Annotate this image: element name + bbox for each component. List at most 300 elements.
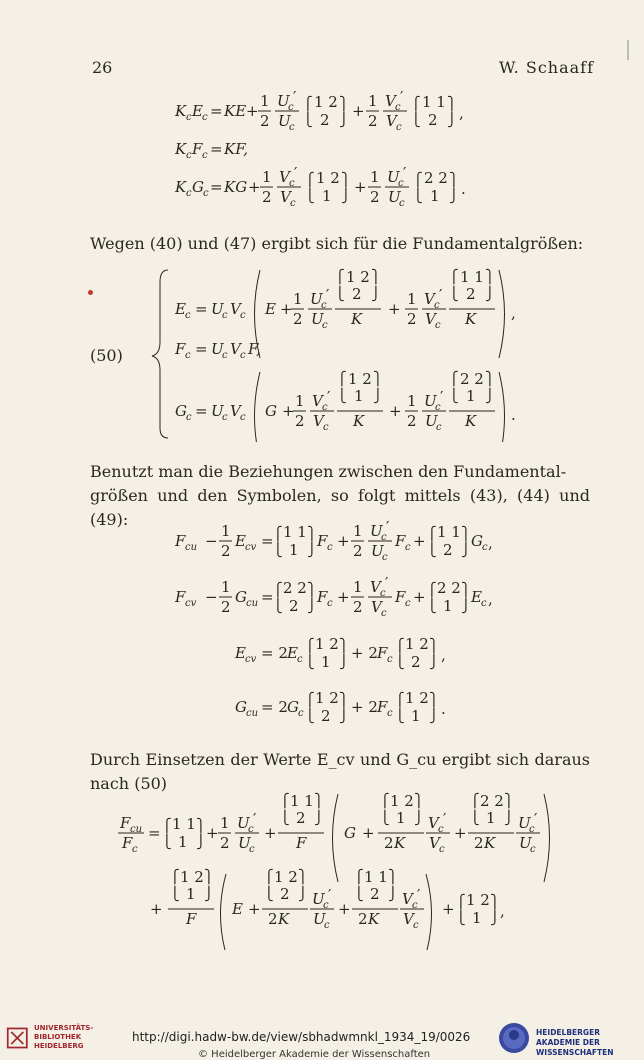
svg-text:G: G — [235, 698, 247, 716]
svg-text:⎭: ⎭ — [371, 287, 381, 302]
svg-text:+: + — [454, 824, 467, 842]
svg-text:V: V — [428, 814, 439, 832]
svg-text:⎧: ⎧ — [456, 895, 466, 910]
svg-text:c: c — [327, 542, 333, 553]
svg-text:2: 2 — [353, 542, 363, 560]
svg-text:.: . — [461, 180, 466, 198]
svg-text:⎫: ⎫ — [204, 870, 214, 885]
svg-text:⎩: ⎩ — [395, 655, 405, 670]
svg-text:⎫: ⎫ — [339, 693, 349, 708]
svg-text:1: 1 — [353, 578, 363, 596]
svg-text:⎩: ⎩ — [305, 189, 315, 204]
edge-mark — [627, 40, 629, 60]
svg-text:1 1: 1 1 — [437, 523, 461, 541]
svg-text:⎧: ⎧ — [170, 870, 180, 885]
svg-text:F: F — [120, 814, 131, 832]
svg-text:c: c — [249, 844, 255, 855]
svg-text:⎧: ⎧ — [280, 794, 290, 809]
svg-text:E: E — [235, 532, 246, 550]
svg-text:c: c — [240, 412, 246, 423]
svg-text:K: K — [278, 910, 290, 928]
svg-text:⎫: ⎫ — [485, 372, 495, 387]
formula-block-2 — [0, 518, 644, 738]
svg-text:c: c — [395, 102, 401, 113]
svg-text:cv: cv — [245, 654, 257, 665]
svg-text:⎧: ⎧ — [305, 693, 315, 708]
svg-text:K: K — [484, 834, 496, 852]
svg-text:.: . — [511, 406, 516, 424]
svg-text:=: = — [210, 178, 223, 196]
svg-text:⎩: ⎩ — [427, 599, 437, 614]
svg-text:2: 2 — [407, 412, 417, 430]
svg-text:c: c — [413, 920, 419, 931]
svg-text:c: c — [321, 300, 327, 311]
svg-text:⎫: ⎫ — [371, 270, 381, 285]
svg-text:V: V — [371, 598, 382, 616]
svg-text:1 2: 1 2 — [348, 370, 372, 388]
svg-text:⎭: ⎭ — [429, 655, 439, 670]
svg-text:+: + — [282, 402, 295, 420]
svg-text:′: ′ — [417, 886, 421, 904]
svg-text:=: = — [210, 140, 223, 158]
svg-text:⎭: ⎭ — [388, 887, 398, 902]
svg-text:U: U — [370, 522, 383, 540]
svg-text:⎧: ⎧ — [303, 97, 313, 112]
svg-text:c: c — [405, 598, 411, 609]
svg-text:+: + — [248, 900, 261, 918]
svg-text:=: = — [148, 824, 161, 842]
svg-text:′: ′ — [253, 810, 257, 828]
svg-text:2: 2 — [221, 598, 231, 616]
svg-text:2: 2 — [443, 541, 453, 559]
svg-text:=: = — [261, 588, 274, 606]
svg-text:⎫: ⎫ — [339, 97, 349, 112]
svg-text:⎧: ⎧ — [380, 794, 390, 809]
svg-text:⎧: ⎧ — [273, 527, 283, 542]
svg-text:⎩: ⎩ — [411, 113, 421, 128]
svg-text:.: . — [441, 700, 446, 718]
svg-text:′: ′ — [326, 286, 330, 304]
svg-text:+: + — [337, 532, 350, 550]
svg-text:1: 1 — [221, 522, 231, 540]
svg-text:F: F — [377, 644, 388, 662]
svg-text:,: , — [500, 902, 505, 920]
svg-text:K: K — [465, 310, 477, 328]
svg-text:E: E — [235, 644, 246, 662]
svg-text:⎭: ⎭ — [307, 599, 317, 614]
svg-text:+: + — [362, 824, 375, 842]
svg-text:⎩: ⎩ — [335, 287, 345, 302]
svg-text:1: 1 — [354, 387, 364, 405]
svg-text:c: c — [186, 188, 192, 199]
svg-text:⎫: ⎫ — [490, 895, 500, 910]
svg-text:⎫: ⎫ — [461, 583, 471, 598]
svg-text:,: , — [441, 646, 446, 664]
svg-text:G: G — [235, 588, 247, 606]
svg-text:U: U — [311, 310, 324, 328]
svg-text:=: = — [261, 532, 274, 550]
svg-text:+: + — [280, 300, 293, 318]
svg-text:⎩: ⎩ — [305, 655, 315, 670]
svg-text:2: 2 — [221, 542, 231, 560]
svg-text:c: c — [289, 122, 295, 133]
svg-text:cu: cu — [185, 542, 198, 553]
svg-text:⎧: ⎧ — [305, 639, 315, 654]
svg-text:⎧: ⎧ — [427, 583, 437, 598]
svg-text:⎧: ⎧ — [162, 819, 172, 834]
svg-text:⎭: ⎭ — [307, 543, 317, 558]
svg-text:2: 2 — [370, 188, 380, 206]
svg-text:E: E — [471, 588, 482, 606]
svg-text:= 2: = 2 — [261, 698, 288, 716]
svg-text:2: 2 — [268, 910, 278, 928]
svg-text:⎫: ⎫ — [504, 794, 514, 809]
svg-text:⎭: ⎭ — [373, 389, 383, 404]
svg-text:+: + — [413, 532, 426, 550]
svg-text:c: c — [203, 188, 209, 199]
svg-text:⎫: ⎫ — [373, 372, 383, 387]
svg-text:⎩: ⎩ — [456, 911, 466, 926]
svg-text:⎭: ⎭ — [204, 887, 214, 902]
svg-text:V: V — [370, 578, 381, 596]
svg-text:G: G — [287, 698, 299, 716]
svg-text:⎧: ⎧ — [411, 97, 421, 112]
svg-text:+: + — [354, 178, 367, 196]
paragraph-beziehungen-line2: größen und den Symbolen, so folgt mittels (43), (44) und (49): — [90, 486, 590, 529]
svg-text:c: c — [323, 900, 329, 911]
svg-text:⎫: ⎫ — [449, 173, 459, 188]
svg-text:+: + — [388, 300, 401, 318]
svg-text:U: U — [312, 890, 325, 908]
svg-text:+: + — [442, 900, 455, 918]
svg-text:⎫: ⎫ — [447, 97, 457, 112]
svg-text:⎧: ⎧ — [335, 270, 345, 285]
svg-text:2: 2 — [280, 885, 290, 903]
svg-text:2: 2 — [220, 834, 230, 852]
svg-text:⎩: ⎩ — [427, 543, 437, 558]
svg-text:KG: KG — [224, 178, 248, 196]
svg-text:1: 1 — [293, 290, 303, 308]
svg-text:,: , — [459, 104, 464, 122]
svg-text:V: V — [280, 188, 291, 206]
svg-text:2: 2 — [293, 310, 303, 328]
svg-text:F: F — [296, 834, 307, 852]
svg-text:⎧: ⎧ — [305, 173, 315, 188]
running-head-author: W. Schaaff — [499, 58, 594, 77]
svg-text:2: 2 — [370, 885, 380, 903]
svg-text:′: ′ — [386, 518, 390, 536]
svg-text:⎧: ⎧ — [395, 639, 405, 654]
svg-text:cu: cu — [130, 824, 143, 835]
svg-text:2: 2 — [296, 809, 306, 827]
svg-text:F: F — [175, 532, 186, 550]
svg-text:⎭: ⎭ — [461, 543, 471, 558]
svg-text:cv: cv — [245, 542, 257, 553]
svg-text:1 2: 1 2 — [466, 891, 490, 909]
svg-text:1: 1 — [260, 92, 270, 110]
svg-text:1: 1 — [368, 92, 378, 110]
svg-text:1: 1 — [321, 653, 331, 671]
svg-text:K: K — [394, 834, 406, 852]
svg-text:′: ′ — [403, 164, 407, 182]
svg-text:1: 1 — [430, 187, 440, 205]
svg-text:2: 2 — [262, 188, 272, 206]
svg-text:G: G — [175, 402, 187, 420]
svg-text:1 2: 1 2 — [316, 169, 340, 187]
svg-text:⎩: ⎩ — [395, 709, 405, 724]
svg-text:1: 1 — [486, 809, 496, 827]
svg-text:+: + — [206, 824, 219, 842]
svg-text:=: = — [195, 300, 208, 318]
svg-text:c: c — [435, 402, 441, 413]
svg-text:,: , — [488, 590, 493, 608]
svg-text:F,: F, — [248, 340, 261, 358]
svg-text:c: c — [405, 542, 411, 553]
svg-text:K: K — [368, 910, 380, 928]
svg-text:⎩: ⎩ — [354, 887, 364, 902]
svg-text:′: ′ — [534, 810, 538, 828]
svg-text:⎭: ⎭ — [447, 113, 457, 128]
svg-text:⎫: ⎫ — [485, 270, 495, 285]
svg-text:1 1: 1 1 — [172, 815, 196, 833]
svg-text:⎧: ⎧ — [354, 870, 364, 885]
svg-text:2 2: 2 2 — [480, 792, 504, 810]
svg-text:V: V — [313, 412, 324, 430]
svg-text:1 1: 1 1 — [460, 268, 484, 286]
svg-text:⎭: ⎭ — [196, 835, 206, 850]
svg-text:c: c — [327, 598, 333, 609]
svg-text:1: 1 — [262, 168, 272, 186]
svg-text:c: c — [240, 350, 246, 361]
svg-text:cu: cu — [246, 708, 259, 719]
svg-text:⎩: ⎩ — [305, 709, 315, 724]
svg-text:+: + — [352, 102, 365, 120]
svg-text:U: U — [387, 168, 400, 186]
svg-text:U: U — [277, 92, 290, 110]
svg-text:V: V — [230, 300, 241, 318]
svg-text:⎫: ⎫ — [314, 794, 324, 809]
svg-text:U: U — [310, 290, 323, 308]
svg-text:+: + — [389, 402, 402, 420]
svg-text:G: G — [344, 824, 356, 842]
svg-text:+ 2: + 2 — [351, 644, 378, 662]
svg-text:1 2: 1 2 — [314, 93, 338, 111]
svg-text:⎧: ⎧ — [264, 870, 274, 885]
svg-text:c: c — [222, 412, 228, 423]
academy-seal-icon — [498, 1022, 530, 1054]
svg-text:⎧: ⎧ — [413, 173, 423, 188]
svg-text:⎭: ⎭ — [490, 911, 500, 926]
svg-text:c: c — [288, 102, 294, 113]
svg-text:E: E — [265, 300, 276, 318]
svg-text:F: F — [175, 340, 186, 358]
svg-text:G: G — [471, 532, 483, 550]
svg-text:U: U — [388, 188, 401, 206]
svg-text:V: V — [429, 834, 440, 852]
svg-text:2: 2 — [353, 598, 363, 616]
svg-text:′: ′ — [443, 810, 447, 828]
svg-text:⎫: ⎫ — [339, 639, 349, 654]
svg-text:⎫: ⎫ — [429, 639, 439, 654]
svg-text:c: c — [481, 598, 487, 609]
svg-text:U: U — [518, 814, 531, 832]
svg-text:c: c — [222, 310, 228, 321]
svg-text:′: ′ — [400, 88, 404, 106]
svg-text:1: 1 — [289, 541, 299, 559]
svg-text:⎭: ⎭ — [504, 811, 514, 826]
svg-text:1: 1 — [443, 597, 453, 615]
svg-text:2 2: 2 2 — [424, 169, 448, 187]
svg-text:1: 1 — [220, 814, 230, 832]
svg-text:′: ′ — [328, 886, 332, 904]
svg-text:1 1: 1 1 — [422, 93, 446, 111]
svg-text:⎭: ⎭ — [341, 189, 351, 204]
svg-text:⎭: ⎭ — [461, 599, 471, 614]
svg-text:1 2: 1 2 — [390, 792, 414, 810]
svg-text:c: c — [222, 350, 228, 361]
svg-text:U: U — [211, 402, 224, 420]
svg-text:2: 2 — [295, 412, 305, 430]
svg-text:1: 1 — [411, 707, 421, 725]
svg-text:1 2: 1 2 — [405, 635, 429, 653]
paragraph-fundamentalgroessen: Wegen (40) und (47) ergibt sich für die Fundamentalgrößen: — [90, 234, 584, 253]
svg-text:V: V — [402, 890, 413, 908]
svg-text:c: c — [322, 402, 328, 413]
svg-text:=: = — [210, 102, 223, 120]
svg-text:2: 2 — [411, 653, 421, 671]
svg-text:c: c — [436, 422, 442, 433]
svg-text:cv: cv — [185, 598, 197, 609]
svg-text:2: 2 — [466, 285, 476, 303]
svg-text:c: c — [322, 320, 328, 331]
svg-text:U: U — [237, 814, 250, 832]
svg-text:⎭: ⎭ — [298, 887, 308, 902]
svg-text:⎩: ⎩ — [380, 811, 390, 826]
svg-text:KF,: KF, — [224, 140, 249, 158]
svg-text:=: = — [195, 340, 208, 358]
svg-text:2 2: 2 2 — [437, 579, 461, 597]
svg-text:⎧: ⎧ — [427, 527, 437, 542]
svg-text:⎩: ⎩ — [273, 543, 283, 558]
svg-text:c: c — [529, 824, 535, 835]
svg-text:2: 2 — [320, 111, 330, 129]
svg-text:c: c — [387, 654, 393, 665]
svg-text:V: V — [279, 168, 290, 186]
svg-text:′: ′ — [327, 388, 331, 406]
svg-text:c: c — [186, 412, 192, 423]
page-url-link[interactable]: http://digi.hadw-bw.de/view/sbhadwmnkl_1934_19/0026 — [132, 1030, 471, 1044]
svg-text:U: U — [211, 340, 224, 358]
svg-text:⎩: ⎩ — [449, 389, 459, 404]
copyright-notice: © Heidelberger Akademie der Wissenschaften — [198, 1049, 431, 1060]
library-name: UNIVERSITÄTS-BIBLIOTHEK HEIDELBERG — [34, 1024, 94, 1050]
svg-text:⎩: ⎩ — [170, 887, 180, 902]
svg-text:c: c — [435, 320, 441, 331]
svg-text:V: V — [425, 310, 436, 328]
svg-text:+: + — [264, 824, 277, 842]
formula-block-1 — [0, 88, 644, 218]
svg-text:c: c — [381, 532, 387, 543]
svg-text:E: E — [232, 900, 243, 918]
svg-text:c: c — [380, 588, 386, 599]
svg-text:1 2: 1 2 — [315, 635, 339, 653]
svg-text:1 2: 1 2 — [315, 689, 339, 707]
svg-text:+: + — [248, 178, 261, 196]
svg-text:c: c — [387, 708, 393, 719]
svg-text:1: 1 — [466, 387, 476, 405]
svg-text:cu: cu — [246, 598, 259, 609]
svg-text:1 1: 1 1 — [364, 868, 388, 886]
svg-text:′: ′ — [440, 388, 444, 406]
svg-text:V: V — [386, 112, 397, 130]
svg-text:+: + — [150, 900, 163, 918]
svg-text:′: ′ — [439, 286, 443, 304]
svg-text:c: c — [399, 198, 405, 209]
formula-block-3 — [0, 780, 644, 950]
svg-text:c: c — [240, 310, 246, 321]
svg-text:⎫: ⎫ — [341, 173, 351, 188]
svg-text:E: E — [192, 102, 203, 120]
svg-text:K: K — [465, 412, 477, 430]
svg-text:⎭: ⎭ — [429, 709, 439, 724]
svg-text:1: 1 — [353, 522, 363, 540]
svg-text:1 1: 1 1 — [283, 523, 307, 541]
svg-text:= 2: = 2 — [261, 644, 288, 662]
svg-text:V: V — [230, 340, 241, 358]
svg-text:c: c — [412, 900, 418, 911]
svg-text:c: c — [186, 112, 192, 123]
svg-text:KE: KE — [224, 102, 247, 120]
svg-text:1 2: 1 2 — [180, 868, 204, 886]
svg-text:⎭: ⎭ — [339, 113, 349, 128]
svg-text:⎭: ⎭ — [339, 709, 349, 724]
svg-text:+: + — [246, 102, 259, 120]
svg-text:c: c — [398, 178, 404, 189]
svg-text:⎧: ⎧ — [470, 794, 480, 809]
svg-text:−: − — [205, 588, 218, 606]
svg-text:1 2: 1 2 — [274, 868, 298, 886]
svg-text:,: , — [488, 534, 493, 552]
svg-text:1 2: 1 2 — [346, 268, 370, 286]
svg-text:U: U — [424, 392, 437, 410]
svg-text:F: F — [317, 588, 328, 606]
svg-text:⎩: ⎩ — [303, 113, 313, 128]
svg-text:+: + — [337, 588, 350, 606]
svg-text:c: c — [381, 608, 387, 619]
svg-text:c: c — [530, 844, 536, 855]
svg-text:U: U — [519, 834, 532, 852]
svg-text:K: K — [175, 102, 187, 120]
svg-text:⎩: ⎩ — [449, 287, 459, 302]
svg-text:G: G — [265, 402, 277, 420]
svg-text:U: U — [211, 300, 224, 318]
svg-text:⎭: ⎭ — [339, 655, 349, 670]
svg-text:F: F — [175, 588, 186, 606]
svg-text:⎫: ⎫ — [414, 794, 424, 809]
svg-text:c: c — [248, 824, 254, 835]
svg-text:F: F — [122, 834, 133, 852]
svg-text:c: c — [297, 654, 303, 665]
svg-text:⎩: ⎩ — [264, 887, 274, 902]
svg-text:c: c — [382, 552, 388, 563]
svg-text:c: c — [438, 824, 444, 835]
svg-text:⎭: ⎭ — [314, 811, 324, 826]
svg-text:⎧: ⎧ — [395, 693, 405, 708]
svg-text:⎩: ⎩ — [162, 835, 172, 850]
svg-text:+: + — [413, 588, 426, 606]
svg-text:c: c — [298, 708, 304, 719]
svg-text:2: 2 — [358, 910, 368, 928]
